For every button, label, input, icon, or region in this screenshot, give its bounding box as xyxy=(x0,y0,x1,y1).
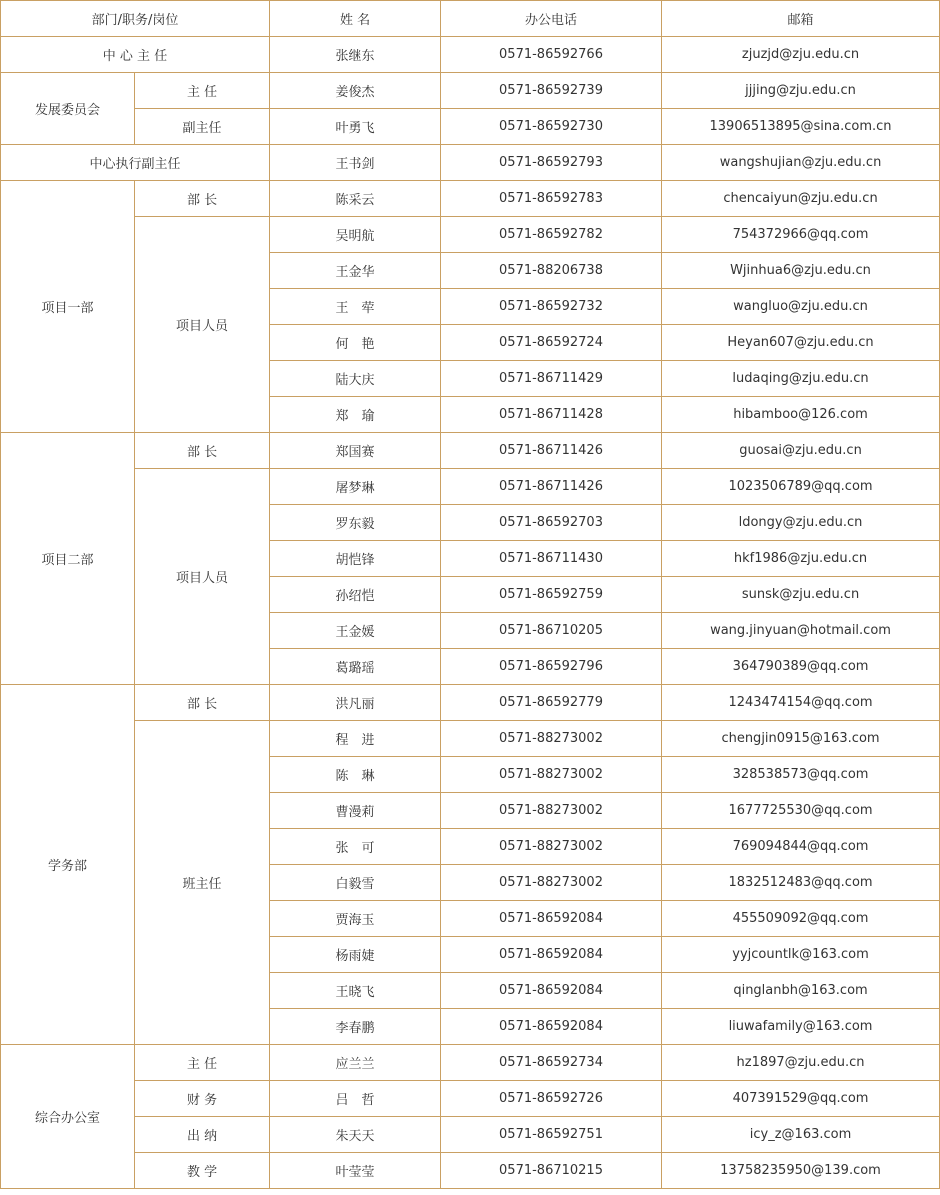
email-cell: 769094844@qq.com xyxy=(662,829,940,865)
email-cell: ludaqing@zju.edu.cn xyxy=(662,361,940,397)
table-row xyxy=(1,1081,940,1117)
phone-cell: 0571-86592739 xyxy=(441,73,662,109)
email-cell: wang.jinyuan@hotmail.com xyxy=(662,613,940,649)
role-cell: 教 学 xyxy=(135,1153,270,1189)
dept-cell: 项目一部 xyxy=(1,181,135,433)
role-cell: 主 任 xyxy=(135,1045,270,1081)
table-body xyxy=(1,37,940,1189)
name-cell: 吕 哲 xyxy=(270,1081,441,1117)
table-row xyxy=(1,1117,940,1153)
email-cell: jjjing@zju.edu.cn xyxy=(662,73,940,109)
role-cell: 财 务 xyxy=(135,1081,270,1117)
table-row xyxy=(1,217,940,253)
phone-cell: 0571-88273002 xyxy=(441,793,662,829)
name-cell: 李春鹏 xyxy=(270,1009,441,1045)
email-cell: chencaiyun@zju.edu.cn xyxy=(662,181,940,217)
name-cell: 朱天天 xyxy=(270,1117,441,1153)
name-cell: 曹漫莉 xyxy=(270,793,441,829)
name-cell: 王 荦 xyxy=(270,289,441,325)
email-cell: icy_z@163.com xyxy=(662,1117,940,1153)
header-email: 邮箱 xyxy=(662,1,940,37)
email-cell: 455509092@qq.com xyxy=(662,901,940,937)
role-cell: 部 长 xyxy=(135,181,270,217)
role-cell: 中心执行副主任 xyxy=(1,145,270,181)
phone-cell: 0571-86711430 xyxy=(441,541,662,577)
email-cell: 1023506789@qq.com xyxy=(662,469,940,505)
phone-cell: 0571-88273002 xyxy=(441,721,662,757)
dept-cell: 综合办公室 xyxy=(1,1045,135,1189)
email-cell: 1677725530@qq.com xyxy=(662,793,940,829)
email-cell: wangluo@zju.edu.cn xyxy=(662,289,940,325)
header-phone: 办公电话 xyxy=(441,1,662,37)
name-cell: 郑国赛 xyxy=(270,433,441,469)
email-cell: 407391529@qq.com xyxy=(662,1081,940,1117)
header-role: 部门/职务/岗位 xyxy=(1,1,270,37)
name-cell: 郑 瑜 xyxy=(270,397,441,433)
table-row xyxy=(1,433,940,469)
name-cell: 贾海玉 xyxy=(270,901,441,937)
phone-cell: 0571-86592779 xyxy=(441,685,662,721)
phone-cell: 0571-86592730 xyxy=(441,109,662,145)
phone-cell: 0571-86592084 xyxy=(441,901,662,937)
phone-cell: 0571-86592793 xyxy=(441,145,662,181)
role-cell: 项目人员 xyxy=(135,469,270,685)
email-cell: sunsk@zju.edu.cn xyxy=(662,577,940,613)
phone-cell: 0571-88273002 xyxy=(441,757,662,793)
phone-cell: 0571-86592084 xyxy=(441,973,662,1009)
email-cell: hibamboo@126.com xyxy=(662,397,940,433)
email-cell: 1832512483@qq.com xyxy=(662,865,940,901)
phone-cell: 0571-86711426 xyxy=(441,433,662,469)
name-cell: 张 可 xyxy=(270,829,441,865)
email-cell: yyjcountlk@163.com xyxy=(662,937,940,973)
phone-cell: 0571-88273002 xyxy=(441,865,662,901)
name-cell: 陈采云 xyxy=(270,181,441,217)
phone-cell: 0571-86592759 xyxy=(441,577,662,613)
table-row xyxy=(1,1045,940,1081)
table-row xyxy=(1,145,940,181)
name-cell: 孙绍恺 xyxy=(270,577,441,613)
email-cell: Wjinhua6@zju.edu.cn xyxy=(662,253,940,289)
role-cell: 部 长 xyxy=(135,685,270,721)
name-cell: 吴明航 xyxy=(270,217,441,253)
header-row xyxy=(1,1,940,37)
table-row xyxy=(1,37,940,73)
email-cell: hz1897@zju.edu.cn xyxy=(662,1045,940,1081)
email-cell: guosai@zju.edu.cn xyxy=(662,433,940,469)
phone-cell: 0571-86710215 xyxy=(441,1153,662,1189)
phone-cell: 0571-86592732 xyxy=(441,289,662,325)
role-cell: 中 心 主 任 xyxy=(1,37,270,73)
name-cell: 王书剑 xyxy=(270,145,441,181)
email-cell: chengjin0915@163.com xyxy=(662,721,940,757)
name-cell: 白毅雪 xyxy=(270,865,441,901)
email-cell: Heyan607@zju.edu.cn xyxy=(662,325,940,361)
name-cell: 屠梦琳 xyxy=(270,469,441,505)
phone-cell: 0571-88273002 xyxy=(441,829,662,865)
table-row xyxy=(1,721,940,757)
email-cell: hkf1986@zju.edu.cn xyxy=(662,541,940,577)
email-cell: 1243474154@qq.com xyxy=(662,685,940,721)
role-cell: 出 纳 xyxy=(135,1117,270,1153)
table-row xyxy=(1,181,940,217)
email-cell: 754372966@qq.com xyxy=(662,217,940,253)
email-cell: liuwafamily@163.com xyxy=(662,1009,940,1045)
table-row xyxy=(1,1153,940,1189)
role-cell: 班主任 xyxy=(135,721,270,1045)
name-cell: 张继东 xyxy=(270,37,441,73)
role-cell: 项目人员 xyxy=(135,217,270,433)
role-cell: 部 长 xyxy=(135,433,270,469)
name-cell: 王金华 xyxy=(270,253,441,289)
email-cell: wangshujian@zju.edu.cn xyxy=(662,145,940,181)
name-cell: 洪凡丽 xyxy=(270,685,441,721)
role-cell: 副主任 xyxy=(135,109,270,145)
phone-cell: 0571-86711428 xyxy=(441,397,662,433)
dept-cell: 项目二部 xyxy=(1,433,135,685)
phone-cell: 0571-86592783 xyxy=(441,181,662,217)
name-cell: 王金媛 xyxy=(270,613,441,649)
name-cell: 杨雨婕 xyxy=(270,937,441,973)
name-cell: 陆大庆 xyxy=(270,361,441,397)
email-cell: zjuzjd@zju.edu.cn xyxy=(662,37,940,73)
email-cell: 328538573@qq.com xyxy=(662,757,940,793)
dept-cell: 学务部 xyxy=(1,685,135,1045)
email-cell: 13906513895@sina.com.cn xyxy=(662,109,940,145)
phone-cell: 0571-86592782 xyxy=(441,217,662,253)
email-cell: ldongy@zju.edu.cn xyxy=(662,505,940,541)
phone-cell: 0571-86592751 xyxy=(441,1117,662,1153)
name-cell: 陈 琳 xyxy=(270,757,441,793)
table-row xyxy=(1,685,940,721)
table-row xyxy=(1,109,940,145)
email-cell: 13758235950@139.com xyxy=(662,1153,940,1189)
phone-cell: 0571-86592734 xyxy=(441,1045,662,1081)
dept-cell: 发展委员会 xyxy=(1,73,135,145)
name-cell: 葛璐瑶 xyxy=(270,649,441,685)
phone-cell: 0571-86711429 xyxy=(441,361,662,397)
phone-cell: 0571-86592084 xyxy=(441,937,662,973)
phone-cell: 0571-86710205 xyxy=(441,613,662,649)
phone-cell: 0571-86592796 xyxy=(441,649,662,685)
email-cell: 364790389@qq.com xyxy=(662,649,940,685)
name-cell: 姜俊杰 xyxy=(270,73,441,109)
email-cell: qinglanbh@163.com xyxy=(662,973,940,1009)
name-cell: 何 艳 xyxy=(270,325,441,361)
role-cell: 主 任 xyxy=(135,73,270,109)
name-cell: 胡恺锋 xyxy=(270,541,441,577)
table-row xyxy=(1,469,940,505)
phone-cell: 0571-86592724 xyxy=(441,325,662,361)
header-name: 姓 名 xyxy=(270,1,441,37)
name-cell: 罗东毅 xyxy=(270,505,441,541)
phone-cell: 0571-86711426 xyxy=(441,469,662,505)
name-cell: 王晓飞 xyxy=(270,973,441,1009)
phone-cell: 0571-86592766 xyxy=(441,37,662,73)
name-cell: 程 进 xyxy=(270,721,441,757)
name-cell: 叶莹莹 xyxy=(270,1153,441,1189)
phone-cell: 0571-88206738 xyxy=(441,253,662,289)
table-row xyxy=(1,73,940,109)
phone-cell: 0571-86592703 xyxy=(441,505,662,541)
name-cell: 叶勇飞 xyxy=(270,109,441,145)
phone-cell: 0571-86592726 xyxy=(441,1081,662,1117)
name-cell: 应兰兰 xyxy=(270,1045,441,1081)
phone-cell: 0571-86592084 xyxy=(441,1009,662,1045)
